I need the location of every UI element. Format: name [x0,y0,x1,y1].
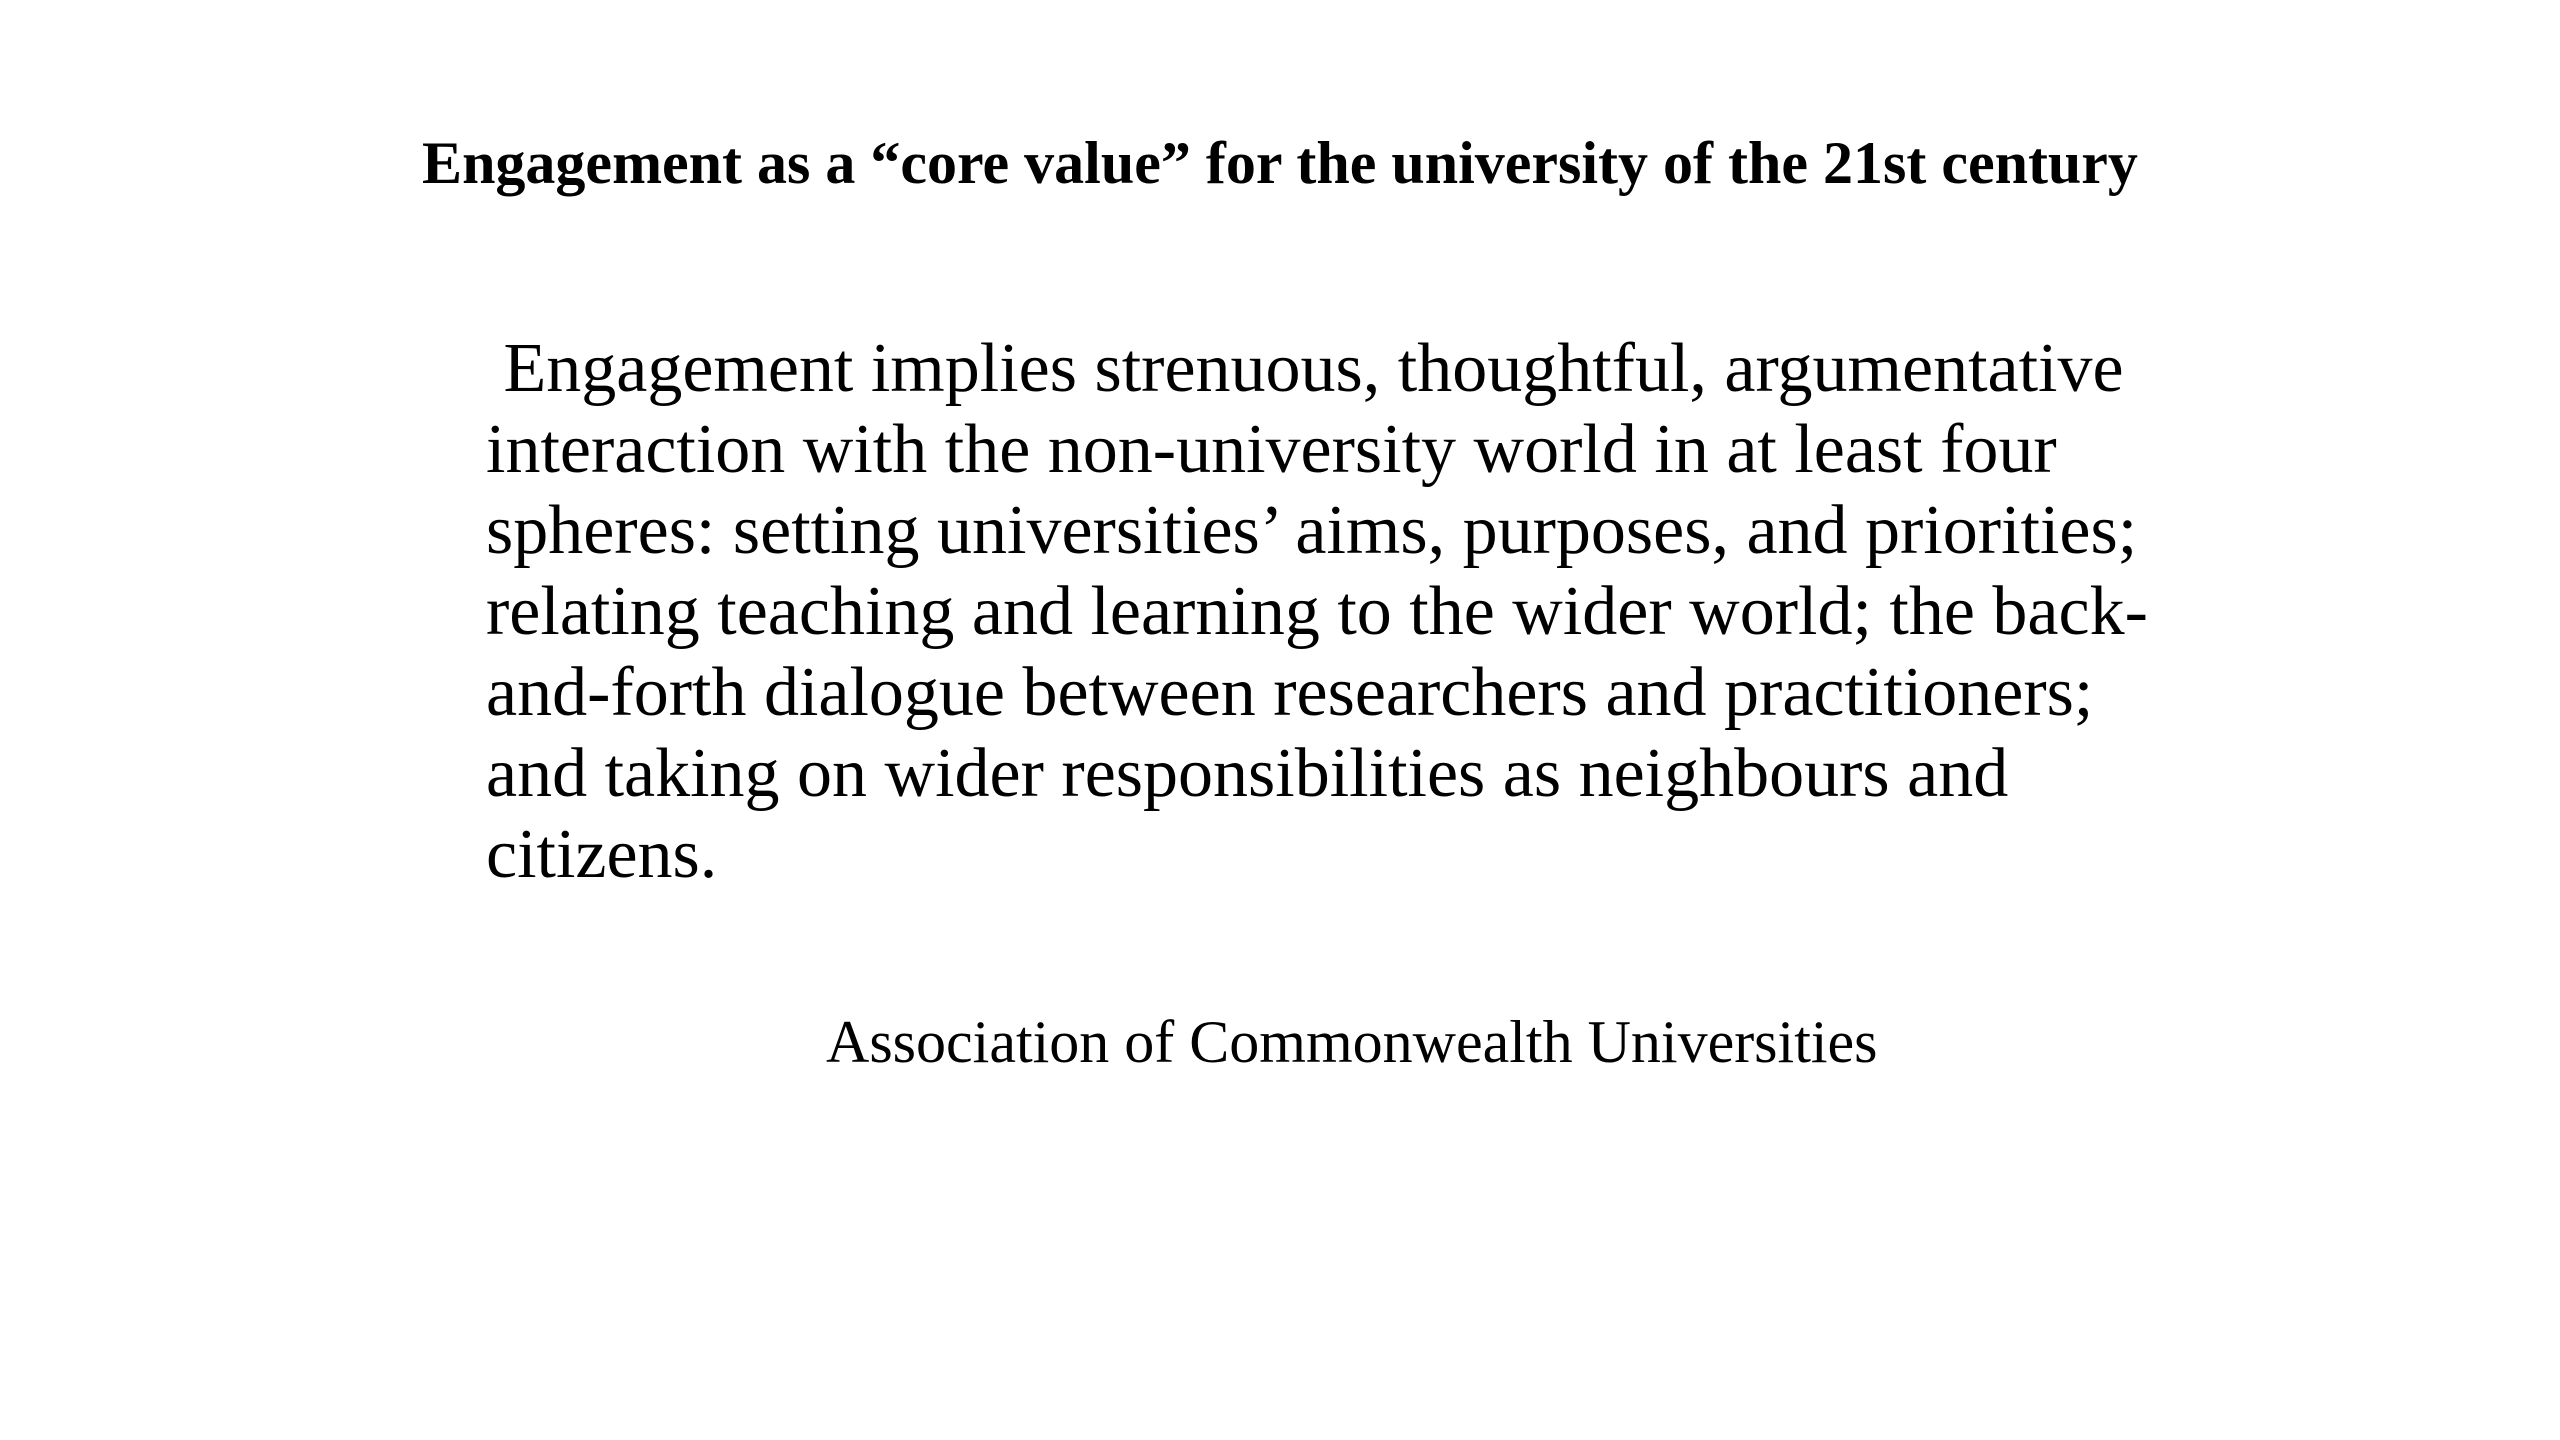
slide-title: Engagement as a “core value” for the university of the 21st century [422,130,2138,196]
quote-attribution: Association of Commonwealth Universities [826,1009,1878,1075]
quote-text: Engagement implies strenuous, thoughtful, argumentative interaction with the non-university world in at least four spheres: setting universities’ aims, purposes, and priorities; relating teaching and learning to the wider world; the back-and-forth dialogue between researchers and practitioners; and taking on wider responsibilities as neighbours and citizens. [486,330,2155,893]
